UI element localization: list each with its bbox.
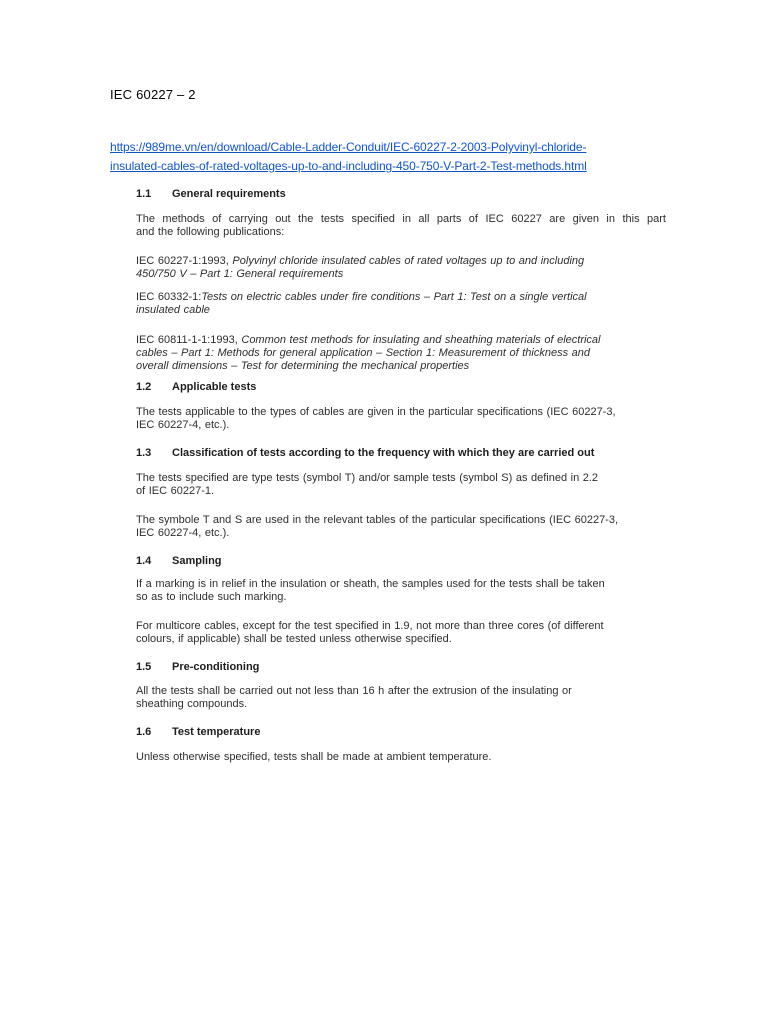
section-number: 1.2: [136, 381, 152, 393]
text-line: overall dimensions – Test for determining the mechanical properties: [136, 360, 470, 372]
link-line-1[interactable]: https://989me.vn/en/download/Cable-Ladder-Conduit/IEC-60227-2-2003-Polyvinyl-chloride-: [110, 140, 587, 154]
document-title: IEC 60227 – 2: [110, 87, 196, 102]
section-title: Pre-conditioning: [172, 661, 260, 673]
section-heading-1-3: [136, 447, 666, 460]
section-heading-1-4: [136, 555, 666, 568]
text-line: and the following publications:: [136, 226, 285, 238]
text-line: The tests specified are type tests (symbol T) and/or sample tests (symbol S) as defined in 2.2: [136, 472, 599, 484]
text-line: of IEC 60227-1.: [136, 485, 215, 497]
text-line: [136, 291, 666, 304]
section-number: 1.1: [136, 188, 152, 200]
paragraph-pre-conditioning: [136, 685, 666, 711]
section-heading-1-5: [136, 661, 666, 674]
paragraph-marking: [136, 578, 666, 604]
section-heading-1-2: [136, 381, 666, 394]
reference-title: Tests on electric cables under fire conditions – Part 1: Test on a single vertical: [201, 291, 587, 303]
reference-iec-60227-1: [136, 255, 666, 281]
text-line: All the tests shall be carried out not less than 16 h after the extrusion of the insulating or: [136, 685, 572, 697]
reference-title: Common test methods for insulating and sheathing materials of electrical: [241, 334, 601, 346]
section-number: 1.3: [136, 447, 152, 459]
paragraph-test-temperature: [136, 751, 666, 764]
section-title: Sampling: [172, 555, 222, 567]
link-line-2[interactable]: insulated-cables-of-rated-voltages-up-to-and-including-450-750-V-Part-2-Test-methods.html: [110, 159, 587, 173]
reference-number: IEC 60332-1:: [136, 291, 202, 303]
text-line: The tests applicable to the types of cables are given in the particular specifications (IEC 60227-3,: [136, 406, 616, 418]
text-line: insulated cable: [136, 304, 210, 316]
text-line: colours, if applicable) shall be tested unless otherwise specified.: [136, 633, 452, 645]
text-line: IEC 60227-4, etc.).: [136, 527, 230, 539]
text-line: 450/750 V – Part 1: General requirements: [136, 268, 344, 280]
section-title: Test temperature: [172, 726, 261, 738]
text-line: [136, 255, 666, 268]
reference-title: Polyvinyl chloride insulated cables of rated voltages up to and including: [232, 255, 585, 267]
paragraph-test-types: [136, 472, 666, 498]
paragraph-general-methods: [136, 213, 666, 239]
text-line: For multicore cables, except for the test specified in 1.9, not more than three cores (of different: [136, 620, 604, 632]
reference-number: IEC 60227-1:1993,: [136, 255, 229, 267]
section-number: 1.4: [136, 555, 152, 567]
section-title: Applicable tests: [172, 381, 257, 393]
section-title: Classification of tests according to the frequency with which they are carried out: [172, 447, 595, 459]
text-line: Unless otherwise specified, tests shall be made at ambient temperature.: [136, 751, 492, 763]
text-line: cables – Part 1: Methods for general application – Section 1: Measurement of thickness and: [136, 347, 590, 359]
paragraph-applicable-tests: [136, 406, 666, 432]
paragraph-multicore: [136, 620, 666, 646]
section-heading-1-6: [136, 726, 666, 739]
section-number: 1.5: [136, 661, 152, 673]
section-heading-1-1: [136, 188, 666, 201]
reference-iec-60332-1: [136, 291, 666, 317]
paragraph-symbols: [136, 514, 666, 540]
source-download-link[interactable]: [110, 138, 670, 176]
text-line: so as to include such marking.: [136, 591, 287, 603]
text-line: sheathing compounds.: [136, 698, 248, 710]
section-number: 1.6: [136, 726, 152, 738]
text-line: The methods of carrying out the tests specified in all parts of IEC 60227 are given in this part: [136, 213, 666, 225]
text-line: IEC 60227-4, etc.).: [136, 419, 230, 431]
text-line: [136, 334, 666, 347]
reference-iec-60811-1-1: [136, 334, 666, 373]
reference-number: IEC 60811-1-1:1993,: [136, 334, 238, 346]
text-line: The symbole T and S are used in the relevant tables of the particular specifications (IEC 60227-3,: [136, 514, 619, 526]
section-title: General requirements: [172, 188, 286, 200]
text-line: If a marking is in relief in the insulation or sheath, the samples used for the tests shall be taken: [136, 578, 605, 590]
